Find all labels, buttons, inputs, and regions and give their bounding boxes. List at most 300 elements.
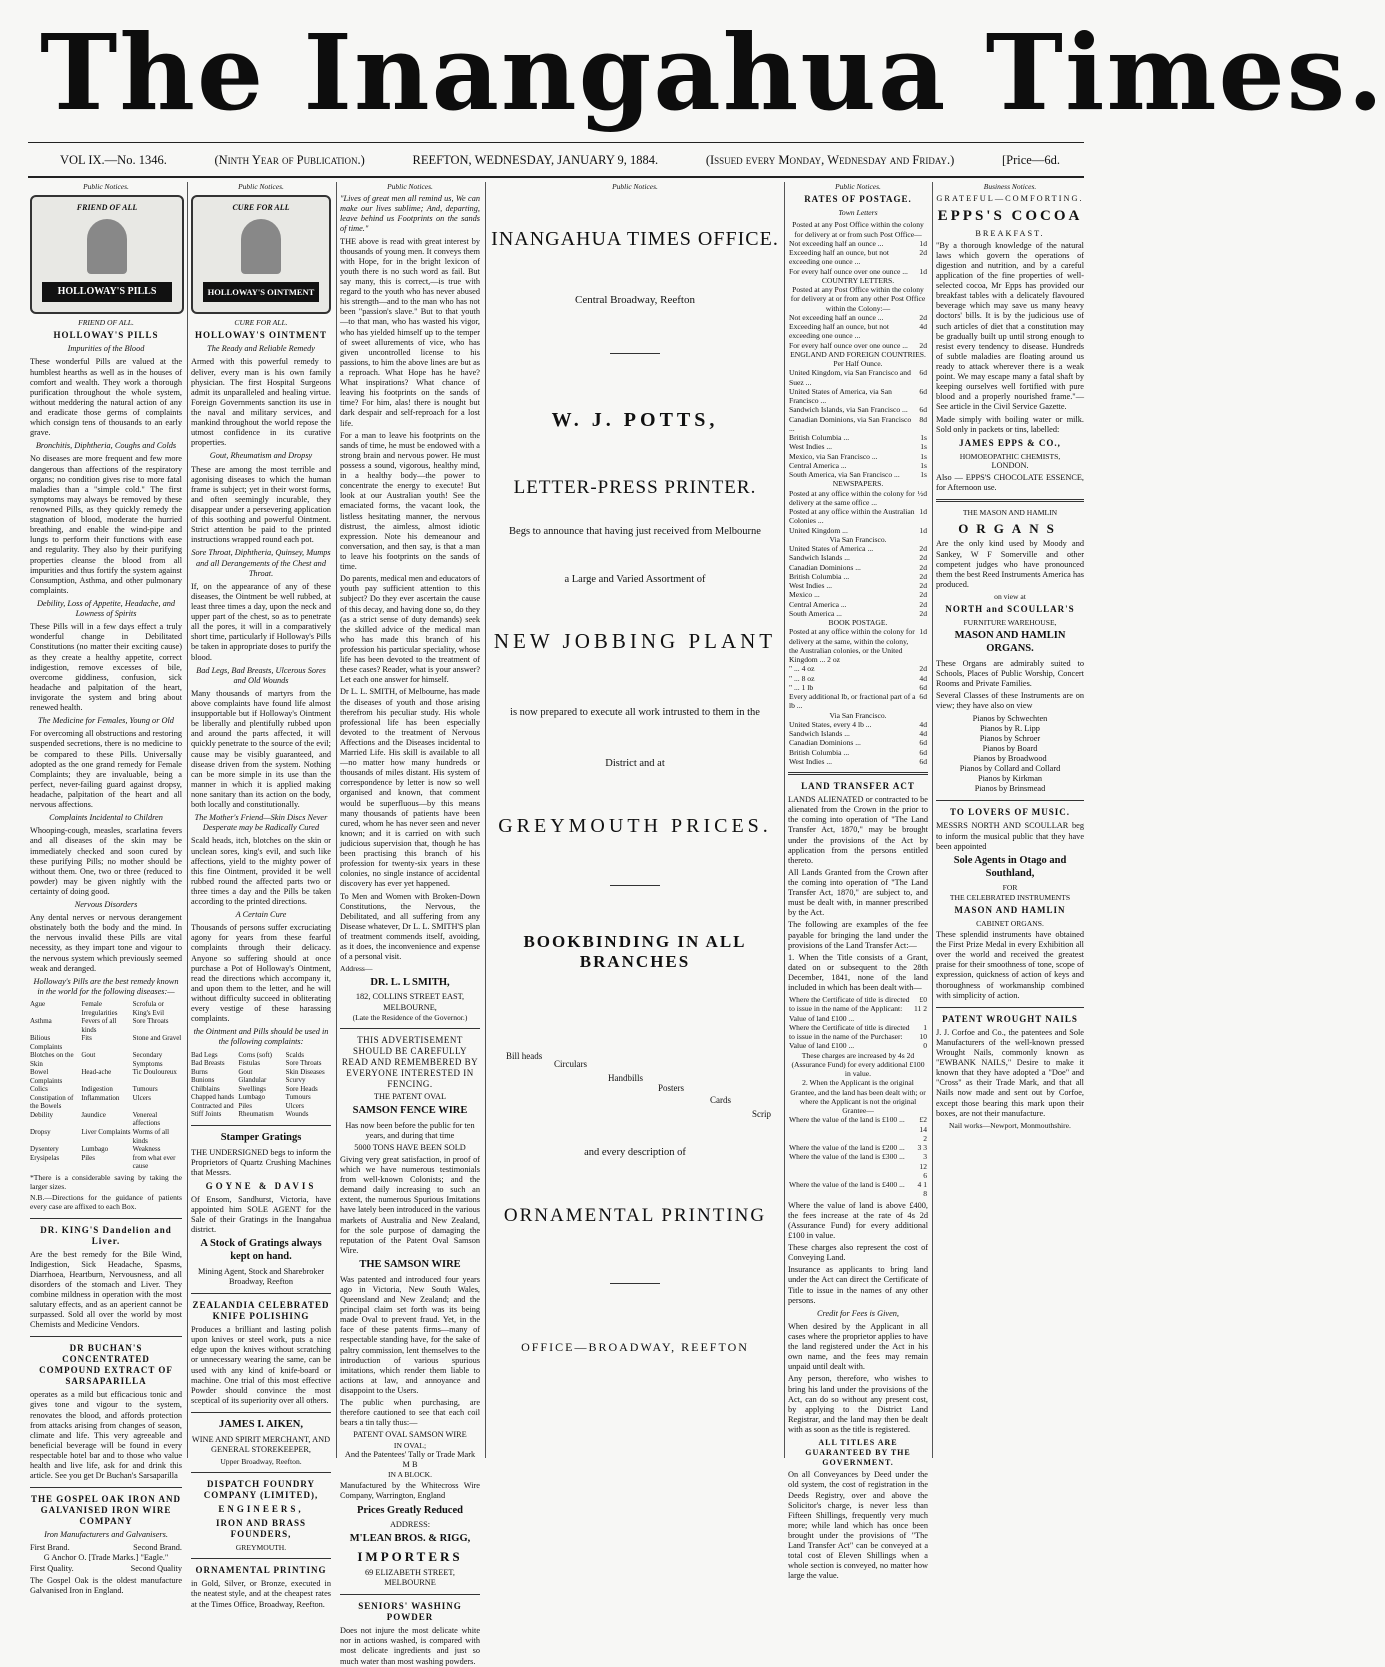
tally-text: M B: [402, 1459, 418, 1469]
ad-paragraph: The Gospel Oak is the oldest manufacture Galvanised Iron in England.: [30, 1575, 182, 1595]
postage-row-label: United Kingdom, via San Francisco and Suez ...: [789, 368, 911, 387]
disease-item: Blotches on the Skin: [30, 1051, 74, 1068]
complaint-item: Lumbago: [238, 1093, 266, 1102]
disease-item: Indigestion: [81, 1085, 113, 1094]
ad-paragraph: These charges also represent the cost of Conveying Land.: [788, 1243, 928, 1263]
postage-row: [788, 405, 928, 414]
ad-paragraph: Thousands of persons suffer excruciating agony for years from these fearful complaints through their delicacy. Anyone so suffering should at once purchase a Pot of Holloway's Ointment, read the directions which accompany it, and upon them to the letter, and he will without difficulty succeed in obliterating every vestige of these harassing complaints.: [191, 923, 331, 1024]
brand-label: Second Quality: [130, 1563, 182, 1573]
brand-label: First Quality.: [30, 1563, 74, 1573]
postage-row: [788, 368, 928, 387]
postage-row-label: Canadian Dominions, via San Francisco ...: [789, 414, 912, 433]
item-cards: Cards: [710, 1095, 731, 1106]
ad-subheading: The Medicine for Females, Young or Old: [38, 716, 174, 726]
ad-title: Stamper Gratings: [220, 1131, 302, 1143]
land-transfer-title: LAND TRANSFER ACT: [801, 781, 915, 792]
postage-row-label: British Columbia ...: [789, 747, 850, 757]
postage-row-label: For every half ounce over one ounce ...: [789, 340, 908, 350]
ad-paragraph: Many thousands of martyrs from the above complaints have found life almost insupportable but if Holloway's Ointment be liberally and plentifully rubbed upon and around the parts affected, it will quickly penetrate to the source of the evil; cause may be visibly guaranteed, and disease driven from the system. Nothing can be more simple in its use than the manner in which it is applied making none sanitary than its action on the body, both locally and constitutionally.: [191, 688, 331, 810]
column-rule: [932, 182, 933, 1458]
ad-paragraph: J. J. Corfoe and Co., the patentees and Sole Manufacturers of the well-known pressed Wrought Nails, commonly known as "EWBANK NAILS," Desire to make it known that they have adopted a "Doe" and "Cross" as their Trade Mark, and that all Nails now made and sent out by Corfoe, except those bearing this mark upon their boxes, are not their manufacture.: [936, 1027, 1084, 1118]
price: [Price—6d.: [1002, 152, 1060, 167]
column-3: [340, 182, 480, 1666]
postage-row-label: West Indies ...: [789, 442, 833, 452]
complaint-item: Sore Throats: [285, 1059, 322, 1068]
postage-row-label: Via San Francisco.: [829, 534, 887, 544]
divider: [30, 1218, 182, 1219]
postage-row-label: Per Half Ounce.: [833, 359, 883, 369]
postage-row-label: West Indies ...: [789, 756, 833, 766]
firm-description: HOMOEOPATHIC CHEMISTS,: [959, 451, 1061, 461]
postage-row-label: United States of America, via San Francisco ...: [789, 386, 892, 406]
brand-label: First Brand.: [30, 1543, 70, 1553]
ad-subheading: BREAKFAST.: [975, 228, 1045, 238]
disease-item: Jaundice: [81, 1110, 106, 1119]
postage-row: [788, 359, 928, 368]
ad-title: SAMSON FENCE WIRE: [352, 1104, 468, 1116]
postage-row-value: 1s: [920, 470, 927, 480]
postage-row: [788, 572, 928, 581]
postage-row-label: " ... 4 oz: [789, 664, 815, 674]
seal-caption: CURE FOR ALL.: [234, 318, 288, 328]
doctor-address: 182, COLLINS STREET EAST, MELBOURNE,: [355, 992, 465, 1012]
postage-row-label: Mexico ...: [789, 590, 820, 600]
tally-text: IN A BLOCK.: [387, 1470, 433, 1480]
ad-title: DR BUCHAN'S CONCENTRATED COMPOUND EXTRACT OF SARSAPARILLA: [39, 1343, 173, 1387]
postage-row-label: United States, every 4 lb ...: [789, 719, 872, 729]
publication-year: (Ninth Year of Publication.): [214, 152, 365, 167]
fee-row-value: 3 12 6: [919, 1152, 927, 1180]
postage-row-label: Not exceeding half an ounce ...: [789, 238, 884, 248]
office-address: OFFICE—BROADWAY, REEFTON: [521, 1340, 749, 1355]
ad-title: ZEALANDIA CELEBRATED KNIFE POLISHING: [192, 1300, 330, 1322]
postage-row: [788, 609, 928, 618]
ad-paragraph: Does not injure the most delicate white nor in actions washed, is compared with most delicate ingredients and just so much water than most washing powders.: [340, 1626, 480, 1666]
ad-paragraph: All Lands Granted from the Crown after the coming into operation of "The Land Transfer Act, 1870," are subject to, and must be dealt with, in manner prescribed by the Act.: [788, 867, 928, 918]
ad-paragraph: Upper Broadway, Reefton.: [220, 1457, 302, 1466]
divider: [191, 1558, 331, 1559]
postage-row-label: United Kingdom ...: [789, 525, 848, 535]
ad-title: HOLLOWAY'S PILLS: [53, 330, 159, 341]
ad-title: ALL TITLES ARE GUARANTEED BY THE GOVERNMENT.: [805, 1438, 911, 1467]
column-2: [191, 182, 331, 1609]
ad-paragraph: To Men and Women with Broken-Down Constitutions, the Nervous, the Debilitated, and all suffering from any Disease whatever, Dr L. L. SMITH'S plan of treatment commends itself, avoiding, as it does, the inconvenience and expense of a personal visit.: [340, 891, 480, 962]
seal-figure-icon: [241, 219, 281, 274]
fee-row: [788, 1180, 928, 1199]
divider: [610, 353, 660, 354]
postage-row-value: 6d: [919, 738, 927, 748]
ad-subheading: Holloway's Pills are the best remedy known in the world for the following diseases:—: [33, 976, 179, 996]
postage-row-value: 1s: [920, 451, 927, 461]
item-scrip: Scrip: [752, 1109, 771, 1120]
postage-row-value: 1s: [920, 433, 927, 443]
ad-paragraph: THE UNDERSIGNED begs to inform the Proprietors of Quartz Crushing Machines that Messrs.: [191, 1147, 331, 1177]
firm-name: GOYNE & DAVIS: [205, 1180, 317, 1191]
disease-item: Colics: [30, 1085, 48, 1094]
organs-title: ORGANS: [958, 520, 1062, 536]
postage-row-value: ½d: [917, 488, 927, 498]
column-5: [788, 182, 928, 1581]
complaint-item: Rheumatism: [238, 1110, 274, 1119]
office-title: INANGAHUA TIMES OFFICE.: [491, 228, 779, 251]
postage-row: [788, 535, 928, 544]
postage-row: [788, 553, 928, 562]
postage-row-value: 2d: [919, 664, 927, 674]
postage-row: [788, 757, 928, 766]
ad-paragraph: The public when purchasing, are therefore cautioned to see that each coil bears a tin tally thus:—: [340, 1398, 480, 1428]
ad-title: TO LOVERS OF MUSIC.: [949, 807, 1071, 818]
fee-row: [788, 1143, 928, 1152]
brand-marks: G Anchor O. [Trade Marks.] "Eagle.": [43, 1553, 169, 1563]
postage-row-label: COUNTRY LETTERS.: [821, 275, 895, 285]
ad-subheading: Gout, Rheumatism and Dropsy: [209, 451, 313, 461]
postage-row-value: 2d: [919, 608, 927, 618]
ad-subheading: Debility, Loss of Appetite, Headache, and Lowness of Spirits: [36, 598, 176, 619]
disease-item: Head-ache: [81, 1068, 112, 1077]
ad-paragraph: Are the only kind used by Moody and Sankey, W F Somerville and other competent judges who have pronounced them the best Reed Instruments America has produced.: [936, 539, 1084, 589]
postage-row-value: 6d: [919, 756, 927, 766]
fencing-notice: THIS ADVERTISEMENT SHOULD BE CAREFULLY READ AND REMEMBERED BY EVERYONE INTERESTED IN FENCING.: [341, 1034, 479, 1089]
ad-paragraph: Where the value of land is above £400, the fees increase at the rate of 4s 2d (Assurance Fund) for every additional £100 in value.: [788, 1200, 928, 1240]
fee-row-value: £2 14 2: [919, 1115, 927, 1143]
postage-row: [788, 581, 928, 590]
ad-paragraph: "By a thorough knowledge of the natural laws which govern the operations of digestion and nutrition, and by a careful application of the fine properties of well-selected cocoa, Mr Epps has provided our breakfast tables with a delicately flavoured beverage which may save us many heavy doctors' bills. It is by the judicious use of such articles of diet that a constitution may be gradually built up until strong enough to resist every tendency to disease. Hundreds of subtle maladies are floating around us ready to attack wherever there is a weak point. We may escape many a fatal shaft by keeping ourselves well fortified with pure blood and a properly nourished frame."—See article in the Civil Service Gazette.: [936, 240, 1084, 412]
item-bill-heads: Bill heads: [506, 1051, 543, 1062]
disease-item: Ulcers: [132, 1093, 151, 1102]
ad-title: THE SAMSON WIRE: [359, 1259, 461, 1271]
postage-row: [788, 489, 928, 508]
postage-row: [788, 387, 928, 406]
ad-paragraph: Insurance as applicants to bring land under the Act can direct the Certificate of Title to issue in the names of any other persons.: [788, 1265, 928, 1305]
printing-items: [490, 1051, 780, 1147]
ad-title: Sole Agents in Otago and Southland,: [953, 854, 1067, 879]
complaint-item: Bad Legs: [191, 1050, 218, 1059]
postage-row-value: 6d: [919, 386, 927, 396]
ad-title: HOLLOWAY'S OINTMENT: [195, 330, 327, 341]
complaint-item: Bad Breasts: [191, 1059, 225, 1068]
disease-item: Gout: [81, 1051, 96, 1060]
fee-row: [788, 1152, 928, 1180]
disease-item: Dysentery: [30, 1145, 59, 1154]
bookbinding-heading: BOOKBINDING IN ALL BRANCHES: [523, 931, 747, 972]
fee-row: [788, 1115, 928, 1143]
postage-row: [788, 738, 928, 747]
column-header: Public Notices.: [387, 182, 433, 191]
ad-paragraph: On all Conveyances by Deed under the old system, the cost of registration in the Deeds Registry, over and above the Solicitor's charge, is never less than Fifteen Shillings, frequently very much more; while land which has once been brought under the provisions of "The Land Transfer Act" can be conveyed at a total cost of Eleven Shillings when a whole section is conveyed, no matter how large the value.: [788, 1470, 928, 1581]
postage-row: [788, 461, 928, 470]
postage-row-value: 8d: [919, 414, 927, 424]
volume-number: VOL IX.—No. 1346.: [60, 152, 167, 167]
postage-row: [788, 470, 928, 479]
complaint-item: Ulcers: [285, 1101, 304, 1110]
ad-subheading: CABINET ORGANS.: [976, 918, 1044, 928]
postage-row: [788, 590, 928, 599]
jobbing-plant-heading: NEW JOBBING PLANT: [493, 629, 777, 654]
disease-item: Erysipelas: [30, 1153, 60, 1162]
postage-row: [788, 544, 928, 553]
pianos-list: [936, 714, 1084, 795]
holloways-ointment-seal: [191, 195, 331, 314]
postage-row: [788, 748, 928, 757]
masthead-rule: [28, 142, 1084, 143]
ad-subheading: Sore Throat, Diphtheria, Quinsey, Mumps and all Derangements of the Chest and Throat.: [191, 548, 331, 578]
postage-row: [788, 267, 928, 276]
doctor-address-note: (Late the Residence of the Governor.): [352, 1012, 468, 1022]
disease-item: Tumours: [132, 1085, 158, 1094]
ad-paragraph: Has now been before the public for ten years, and during that time: [345, 1120, 475, 1140]
divider: [340, 1594, 480, 1595]
postage-rates-table: [788, 220, 928, 766]
ad-subheading: A Certain Cure: [235, 910, 287, 920]
ad-paragraph: THE above is read with great interest by thousands of young men. It conveys them with Hope, for in the bright lexicon of youth there is no such word as fail. But say many, this is correct,—is true with regard to the youth who has never abused his strength—and to the man who has not been "passion's slave." But to that youth—to that man, who has wasted his vigor, who has yielded himself up to the temper of sweet allurements of vice, who has given uncontrolled license to his passions, to him the above lines are but as a reproach. What Hope has he have? What inspirations? What chance of leaving his footprints on the sands of time? For him, alas! there is nought but dark despair and self-reproach for a lost life.: [340, 236, 480, 428]
postage-row: [788, 720, 928, 729]
postage-row-value: 4d: [919, 673, 927, 683]
complaint-item: Bunions: [191, 1076, 215, 1085]
column-header: Public Notices.: [238, 182, 284, 191]
ad-title: ORNAMENTAL PRINTING: [195, 1565, 327, 1576]
postage-row: [788, 692, 928, 711]
column-header: Public Notices.: [612, 182, 658, 191]
disease-item: Asthma: [30, 1017, 52, 1026]
postage-row-label: British Columbia ...: [789, 433, 850, 443]
postage-row-label: For every half ounce over one ounce ...: [789, 266, 908, 276]
divider: [191, 1293, 331, 1294]
postage-row: [788, 674, 928, 683]
ad-paragraph: Manufactured by the Whitecross Wire Company, Warrington, England: [340, 1481, 480, 1501]
postage-row-label: Sandwich Islands ...: [789, 729, 850, 739]
firm-name: JAMES EPPS & CO.,: [959, 437, 1061, 448]
ad-subheading: THE PATENT OVAL: [373, 1091, 447, 1101]
postage-row-value: 2d: [919, 553, 927, 563]
disease-item: Liver Complaints: [81, 1128, 131, 1136]
ad-title: DISPATCH FOUNDRY COMPANY (LIMITED),: [203, 1479, 319, 1501]
piano-item: Pianos by R. Lipp: [980, 723, 1040, 733]
ad-subheading: THE CELEBRATED INSTRUMENTS: [949, 892, 1071, 902]
postage-row-value: 1s: [920, 442, 927, 452]
postage-row: [788, 350, 928, 359]
dateline-rule: [28, 176, 1084, 178]
ad-subheading: GREYMOUTH.: [235, 1543, 287, 1553]
ad-subheading: FOR: [1002, 883, 1018, 893]
postage-row-label: Canadian Dominions ...: [789, 562, 861, 572]
postage-row-label: Central America ...: [789, 460, 847, 470]
ad-subheading: Bronchitis, Diphtheria, Coughs and Colds: [35, 441, 177, 451]
complaint-item: Burns: [191, 1067, 208, 1076]
disease-item: Constipation of the Bowels: [30, 1093, 74, 1111]
ad-paragraph: The following are examples of the fee payable for bringing the land under the provisions of the Land Transfer Act:—: [788, 920, 928, 950]
seal-motto: FRIEND OF ALL: [76, 203, 138, 213]
ad-paragraph: LANDS ALIENATED or contracted to be alienated from the Crown in the prior to the coming into operation of "The Land Transfer Act, 1870," may be brought under the provisions of the Act by application from the persons entitled thereto.: [788, 795, 928, 865]
piano-item: Pianos by Schwechten: [972, 713, 1048, 723]
postage-row-label: South America ...: [789, 608, 842, 618]
postage-row: [788, 313, 928, 322]
postage-row-value: 2d: [919, 562, 927, 572]
disease-item: Debility: [30, 1110, 53, 1119]
ad-tagline: GRATEFUL—COMFORTING.: [936, 194, 1084, 204]
fee-row-label: Where the value of the land is £300 ...: [789, 1152, 905, 1162]
postage-row: [788, 433, 928, 442]
column-rule: [485, 182, 486, 1458]
poem: "Lives of great men all remind us, We can make our lives sublime; And, departing, leave behind us Footprints on the sands of time.": [340, 194, 480, 234]
every-description-text: and every description of: [584, 1147, 686, 1159]
ad-paragraph: Are the best remedy for the Bile Wind, Indigestion, Sick Headache, Spasms, Diarrhoea, Heartburn, Nervousness, and all disorders of the stomach and Liver. They combine mildness in operation with the most salutary effects, and as an aperient cannot be surpassed. Sold all over the world by most Chemists and Medicine Vendors.: [30, 1249, 182, 1330]
holloways-pills-seal: [30, 195, 184, 314]
piano-item: Pianos by Broadwood: [973, 753, 1047, 763]
postage-row-value: 1d: [919, 266, 927, 276]
disease-item: Worms of all kinds: [132, 1128, 170, 1145]
seal-motto: CURE FOR ALL: [232, 203, 290, 213]
ad-paragraph: Any person, therefore, who wishes to bring his land under the provisions of the Act, can do so without any present cost, by applying to the District Land Registrar, and the land may then be dealt with as soon as the title is registered.: [788, 1374, 928, 1434]
piano-item: Pianos by Schroer: [979, 733, 1041, 743]
piano-item: Pianos by Collard and Collard: [959, 764, 1061, 774]
ad-subheading: Credit for Fees is Given,: [817, 1308, 899, 1318]
complaint-item: Piles: [238, 1101, 252, 1110]
disease-item: Inflammation: [81, 1093, 120, 1102]
fee-row-label: Where the Certificate of title is directed to issue in the name of the Purchaser: Value of land £100 ...: [789, 1022, 910, 1051]
item-handbills: Handbills: [608, 1073, 643, 1084]
postage-row-label: Sandwich Islands, via San Francisco ...: [789, 405, 908, 415]
fees-table: [788, 995, 928, 1199]
ad-paragraph: These wonderful Pills are valued at the humblest hearths as well as in the houses of comfort and wealth. They work a thorough purification throughout the whole system, without meddering the natural action of any and eradicate those germs of complaints which consign tens of thousands to an early grave.: [30, 357, 182, 438]
seal-caption: FRIEND OF ALL.: [78, 318, 134, 328]
piano-item: Pianos by Kirkman: [977, 774, 1043, 784]
ad-subheading: Bad Legs, Bad Breasts, Ulcerous Sores and Old Wounds: [196, 665, 326, 685]
ad-paragraph: Any dental nerves or nervous derangement obstinately both the body and the mind. In the nervous invalid these Pills are vital necessity, as they impart tone and vigour to the nervous system which previously seemed weak and deranged.: [30, 913, 182, 973]
postage-row: [788, 285, 928, 313]
ad-subheading: ADDRESS:: [389, 1520, 431, 1530]
ad-paragraph: Whooping-cough, measles, scarlatina fevers and all diseases of the skin may be immediately checked and soon cured by these purifying Pills; no mother should be without them. One, two or three (reduced to powder) may be given nightly with the certainty of doing good.: [30, 826, 182, 896]
disease-item: from what ever cause: [132, 1153, 176, 1171]
column-1: [30, 182, 182, 1595]
ad-title: DR. KING'S Dandelion and Liver.: [40, 1224, 172, 1246]
ad-paragraph: Dr L. L. SMITH, of Melbourne, has made the diseases of youth and those arising therefrom his peculiar study. His whole professional life has been especially devoted to the treatment of Nervous Affections and the Diseases incidental to Married Life. His skill is available to all—no matter how many hundreds or thousands of miles distant. His system of correspondence by letter is now so well organised and known, that comment would be superfluous—by this means many thousands of patients have been cured, whom he has never seen and never known; and it is carried on with such judicious supervision that, though he has been practising this branch of his profession for twenty-six years in these colonies, no single instance of accidental discovery has ever yet happened.: [340, 687, 480, 889]
ad-paragraph: Made simply with boiling water or milk. Sold only in packets or tins, labelled:: [936, 414, 1084, 434]
postage-row-label: " ... 8 oz: [789, 673, 815, 683]
complaints-list: [191, 1051, 331, 1119]
ad-paragraph: When desired by the Applicant in all cases where the proprietor applies to have the land registered under the Act in his own name, and the fees may remain unpaid until dealt with.: [788, 1321, 928, 1372]
postage-row: [788, 276, 928, 285]
diseases-list: [30, 1000, 182, 1171]
firm-name: NORTH and SCOULLAR'S: [945, 604, 1075, 615]
ad-title: ENGINEERS,: [218, 1504, 304, 1515]
postage-row: [788, 507, 928, 526]
firm-description: FURNITURE WAREHOUSE,: [963, 618, 1057, 628]
postage-row-value: 6d: [919, 682, 927, 692]
disease-item: Dropsy: [30, 1128, 51, 1136]
complaint-item: Chilblains: [191, 1084, 220, 1093]
fee-row-label: Where the value of the land is £200 ...: [789, 1143, 905, 1153]
column-header: Public Notices.: [83, 182, 129, 191]
postage-row-value: 1d: [919, 525, 927, 535]
postage-row-label: Mexico, via San Francisco ...: [789, 451, 878, 461]
ornamental-printing-heading: ORNAMENTAL PRINTING: [503, 1204, 767, 1226]
fee-row-value: 4 1 8: [917, 1180, 927, 1199]
postage-row-value: 6d: [919, 747, 927, 757]
postage-row: [788, 664, 928, 673]
ad-subheading: The Mother's Friend—Skin Discs Never Desperate may be Radically Cured: [194, 813, 328, 833]
postage-row: [788, 239, 928, 248]
ad-paragraph: For overcoming all obstructions and restoring suspended secretions, there is no medicine to be compared to these Pills. Universally adopted as the one grand remedy for Female Complaints; they are invaluable, being a perfect, never-failing guard against dropsy, headache, palpitation of the heart and all nervous affections.: [30, 729, 182, 810]
fee-row-label: 2. When the Applicant is the original Grantee, and the land has been dealt with; or where the Applicant is not the original Grantee—: [790, 1078, 926, 1116]
ad-paragraph: Also — EPPS'S CHOCOLATE ESSENCE, for Afternoon use.: [936, 473, 1084, 493]
disease-item: Weakness: [132, 1145, 161, 1154]
postage-row: [788, 479, 928, 488]
postage-row-label: Sandwich Islands ...: [789, 553, 850, 563]
postage-row-label: South America, via San Francisco ...: [789, 470, 900, 480]
postage-row-label: Posted at any office within the Australian Colonies ...: [789, 507, 915, 526]
fee-row-value: 3 3: [917, 1143, 927, 1153]
disease-item: Fevers of all kinds: [81, 1017, 117, 1034]
greymouth-prices-heading: GREYMOUTH PRICES.: [498, 815, 772, 838]
on-view-text: on view at: [994, 591, 1026, 601]
complaint-item: Chapped hands: [191, 1093, 234, 1102]
ad-paragraph: Of Ensom, Sandhurst, Victoria, have appointed him SOLE AGENT for the Sale of their Gratings in the Inangahua district.: [191, 1194, 331, 1235]
postage-row-label: ENGLAND AND FOREIGN COUNTRIES.: [790, 349, 926, 359]
postage-row-label: Exceeding half an ounce, but not exceeding one ounce ...: [789, 322, 889, 341]
seal-band: HOLLOWAY'S OINTMENT: [203, 282, 319, 302]
issue-schedule: (Issued every Monday, Wednesday and Friday.): [705, 152, 955, 167]
postage-row-label: Every additional lb, or fractional part of a lb ...: [789, 692, 916, 711]
postage-row-label: NEWSPAPERS.: [832, 479, 884, 489]
disease-item: Lumbago: [81, 1145, 109, 1154]
ad-paragraph: These Pills will in a few days effect a truly wonderful change in Debilitated Constitutions (no matter their exciting cause) as they create a healthy appetite, correct indigestion, remove excesses of bile, overcome giddiness, confusion, sick headache and palpitation of the heart, invigorate the system and bring about renewed health.: [30, 622, 182, 713]
postage-row-value: 2d: [919, 571, 927, 581]
complaint-item: Stiff Joints: [191, 1110, 222, 1119]
epps-cocoa-title: EPPS'S COCOA: [937, 208, 1083, 225]
divider: [191, 1412, 331, 1413]
divider: [30, 1336, 182, 1337]
column-header: Business Notices.: [983, 182, 1037, 191]
postage-row: [788, 415, 928, 434]
column-header: Public Notices.: [835, 182, 881, 191]
complaint-item: Glandular: [238, 1076, 267, 1085]
prepared-text: is now prepared to execute all work intrusted to them in the: [510, 706, 760, 718]
ad-title: PATENT WROUGHT NAILS: [942, 1013, 1078, 1024]
complaint-item: Swellings: [238, 1084, 266, 1093]
fee-row: [788, 1023, 928, 1051]
postage-row-value: 4d: [919, 729, 927, 739]
complaint-item: Gout: [238, 1067, 253, 1076]
tally-text: PATENT OVAL SAMSON WIRE: [353, 1430, 467, 1440]
fee-row-label: Where the Certificate of title is directed to issue in the name of the Applicant: Value of land £100 ...: [789, 995, 910, 1023]
complaint-item: Scalds: [285, 1050, 304, 1059]
complaint-item: Sore Heads: [285, 1084, 318, 1093]
postage-row-value: 2d: [919, 544, 927, 554]
postage-row-value: 2d: [919, 312, 927, 322]
postage-row-value: 1d: [919, 238, 927, 248]
ad-paragraph: operates as a mild but efficacious tonic and gives tone and vigour to the system, renovates the blood, and affords protection from attacks arising from changes of season, climate and life. This very agreeable and beneficial beverage will be found in every respectable hotel bar and to those who value health and live life, ask for and drink this article. See you get Dr Buchan's Sarsaparilla: [30, 1390, 182, 1481]
assortment-text: a Large and Varied Assortment of: [564, 574, 706, 586]
ad-subheading: 69 ELIZABETH STREET, MELBOURNE: [365, 1568, 455, 1588]
disease-item: Piles: [81, 1153, 95, 1162]
postage-row-value: 6d: [919, 692, 927, 702]
ad-note: N.B.—Directions for the guidance of patients every case are affixed to each Box.: [30, 1193, 182, 1212]
postage-row-label: Central America ...: [789, 599, 847, 609]
address-label: Address—: [340, 964, 373, 974]
ad-paragraph: Armed with this powerful remedy to deliver, every man is his own family physician. The first Hospital Surgeons admit its unparalleled and healing virtue. Foreign Governments sanction its use in the naval and military services, and mankind throughout the world repose the utmost confidence in its curative properties.: [191, 357, 331, 448]
ad-paragraph: Do parents, medical men and educators of youth pay sufficient attention to this subject? Do they ever ascertain the cause of this decay, and having done so, do they (as a strict sense of duty demands) seek the skilled advice of the medical man who has made this branch of his profession his particular speciality, whose life has been devoted to the treatment of these cases? Reader, what is your answer? Let each one answer for himself.: [340, 574, 480, 685]
divider: [191, 1125, 331, 1126]
ad-paragraph: MESSRS NORTH AND SCOULLAR beg to inform the musical public that they have been appointed: [936, 821, 1084, 851]
postage-row: [788, 618, 928, 627]
ad-subheading: Nervous Disorders: [74, 900, 138, 910]
postage-row-label: United States of America ...: [789, 544, 874, 554]
postage-title: RATES OF POSTAGE.: [804, 194, 912, 205]
disease-item: Ague: [30, 1000, 46, 1009]
disease-item: Bilious Complaints: [30, 1034, 63, 1051]
disease-item: Secondary Symptoms: [132, 1051, 163, 1068]
ad-paragraph: If, on the appearance of any of these diseases, the Ointment be well rubbed, at least three times a day, upon the neck and upper part of the chest, so as to penetrate all the pores, it will in a comparatively short time, particularly if Holloway's Pills be taken in appropriate doses to purify the blood.: [191, 581, 331, 662]
